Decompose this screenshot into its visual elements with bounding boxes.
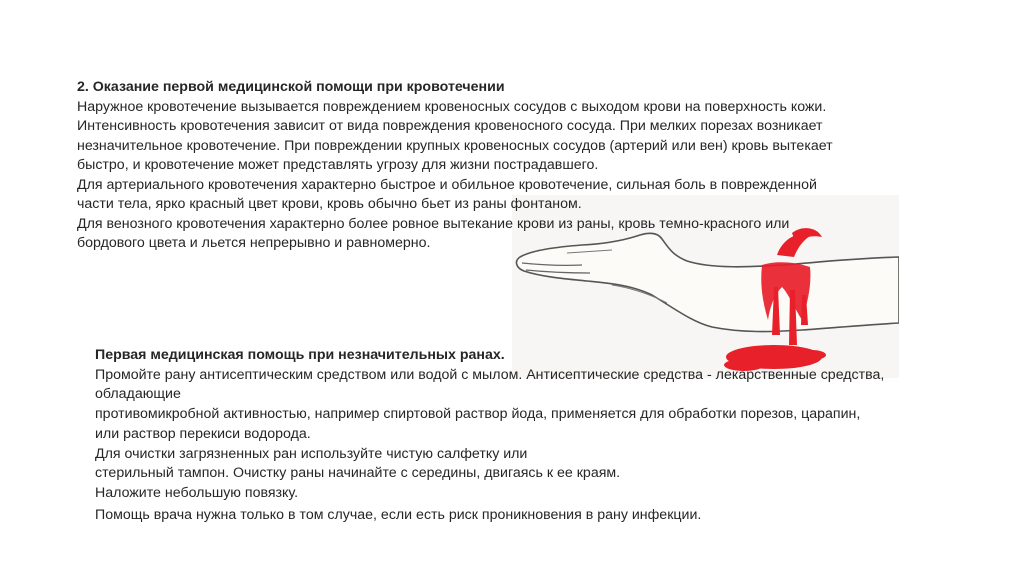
arterial-line: Для артериального кровотечения характерно быстрое и обильное кровотечение, сильная боль в поврежденной xyxy=(77,176,817,193)
intro-line: Наружное кровотечение вызывается повреждением кровеносных сосудов с выходом крови на поверхность кожи. xyxy=(77,98,827,115)
bleeding-info-block xyxy=(77,78,957,254)
venous-line: Для венозного кровотечения характерно более ровное вытекание крови из раны, кровь темно-красного или xyxy=(77,215,790,232)
section-heading: 2. Оказание первой медицинской помощи при кровотечении xyxy=(77,79,505,95)
first-aid-line: Для очистки загрязненных ран используйте чистую салфетку или xyxy=(95,445,528,462)
first-aid-line: Наложите небольшую повязку. xyxy=(95,484,299,501)
first-aid-line: обладающие xyxy=(95,386,181,403)
intro-line: Интенсивность кровотечения зависит от вида повреждения кровеносного сосуда. При мелких порезах возникает xyxy=(77,118,823,134)
intro-line: быстро, и кровотечение может представлять угрозу для жизни пострадавшего. xyxy=(77,157,599,173)
first-aid-line: стерильный тампон. Очистку раны начинайте с середины, двигаясь к ее краям. xyxy=(95,465,621,482)
first-aid-line: Промойте рану антисептическим средством или водой с мылом. Антисептические средства - лекарственные средства, xyxy=(95,366,885,383)
first-aid-block xyxy=(95,346,975,525)
venous-line: бордового цвета и льется непрерывно и равномерно. xyxy=(77,235,431,251)
arterial-line: части тела, ярко красный цвет крови, кровь обычно бьет из раны фонтаном. xyxy=(77,196,582,212)
first-aid-line: или раствор перекиси водорода. xyxy=(95,425,311,442)
first-aid-line: противомикробной активностью, например спиртовой раствор йода, применяется для обработки порезов, царапин, xyxy=(95,406,861,423)
doctor-help-line: Помощь врача нужна только в том случае, если есть риск проникновения в рану инфекции. xyxy=(95,506,702,523)
intro-line: незначительное кровотечение. При повреждении крупных кровеносных сосудов (артерий или вен) кровь вытекает xyxy=(77,137,833,154)
first-aid-heading: Первая медицинская помощь при незначительных ранах. xyxy=(95,347,505,363)
